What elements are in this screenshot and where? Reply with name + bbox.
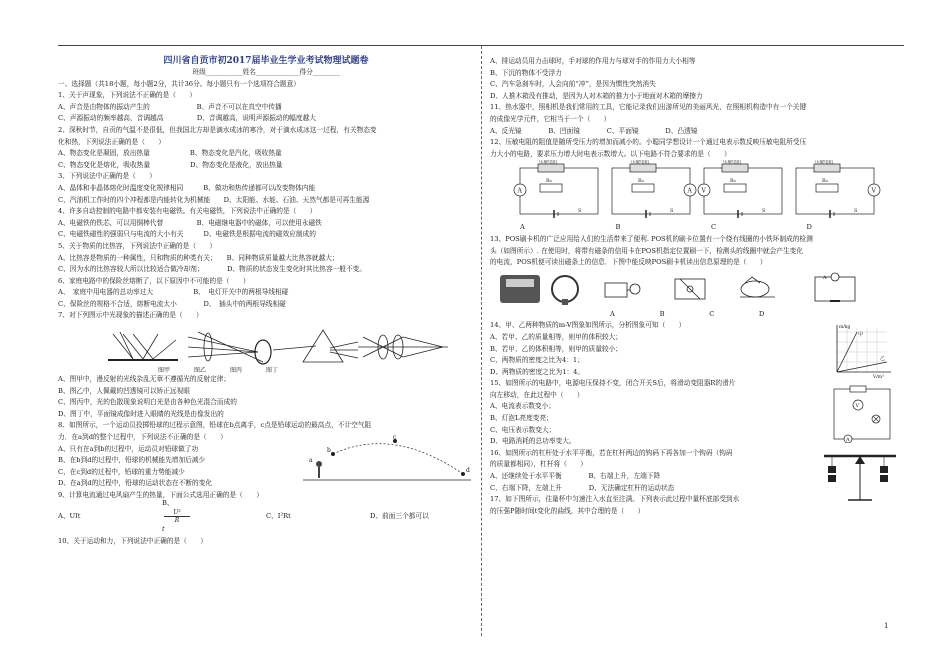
circuit-1-switch-label: S [670, 208, 674, 215]
q12-label-b: B [615, 223, 621, 232]
left-text-line: 9、计算电流通过电风扇产生的热量，下面公式选用正确的是（ ） [58, 491, 263, 499]
left-text-line: 1、关于声现象，下列说法不正确的是（ ） [58, 91, 197, 100]
left-text-line: C、因为水的比热容较大所以比较适合做冷却剂； D、物质的状态发生变化时其比热容一般不变。 [58, 265, 367, 274]
right-text-line: 头（如图所示）. 在使用时，将带有磁条的信用卡在POS机指定位置刷一下，检测头的线圈中就会产生变化 [490, 246, 804, 255]
left-text-line: 8、如图所示，一个运动员投掷铅球的过程示意图，铅球在b点离手，c点是铅球运动的最高点，不计空气阻 [58, 421, 372, 430]
left-text-line: A、只有在a到b的过程中，运动员对铅球做了功 [58, 444, 199, 453]
left-text-line: A、声音是由物体的振动产生的 B、声音不可以在真空中传播 [58, 102, 282, 111]
ball-d [461, 472, 465, 476]
left-text-line: 7、对下列图示中光现象的描述正确的是（ ） [58, 311, 203, 320]
student-info-line: 班级___________姓名_____________得分________ [192, 68, 340, 76]
option-b-generator [675, 279, 705, 299]
left-text-line: 4、许多自动控制的电路中都安装有电磁铁。有关电磁铁，下列说法中正确的是（ ） [58, 207, 317, 216]
q13-ammeter-label: A [823, 274, 827, 281]
right-text-line: B、灯泡L亮度变亮； [490, 414, 553, 423]
right-text-line: 12、压敏电阻的阻值是随所受压力的增加而减小的。小聪同学想设计一个通过电表示数反映压敏电阻所受压 [490, 138, 807, 147]
q9-fraction: U² R [164, 509, 190, 524]
ball-b [331, 452, 335, 456]
left-text-line: A、比热容是物质的一种属性，只和物质的种类有关； B、同种物质质量越大比热容就越大； [58, 253, 339, 262]
y-axis-label: m/kg [839, 325, 851, 331]
athlete-head [316, 461, 322, 467]
right-text-line: C、两物质的密度之比为4：1； [490, 356, 584, 365]
left-text-line: 5、关于物质的比热容，下列说法中正确的是（ ） [58, 241, 217, 250]
q14-mv-graph [825, 322, 895, 380]
q9-option-a: A、UIt [58, 511, 81, 520]
circuit-0-r0 [540, 184, 562, 192]
circuit-2-pressure-resistor [722, 164, 748, 172]
q13-label-b: B [659, 309, 665, 318]
right-text-line: C、右端下降，左端上升 D、无法确定杠杆的运动状态 [490, 483, 675, 492]
right-text-line: 的压强P随时间t变化的曲线，其中合理的是（ ） [490, 506, 645, 515]
right-text-line: B、下沉的物体不受浮力 [490, 68, 562, 77]
q7-light-figure [58, 322, 474, 374]
circuit-0-r0-label: R₀ [546, 178, 552, 185]
q13-label-c: C [709, 309, 715, 318]
left-text-line: C、电磁铁磁性的强弱只与电流的大小有关 D、电磁铁是根据电流的磁效应制成的 [58, 230, 316, 239]
left-text-line: A、图甲中，漫反射的光线杂乱无章不遵循光的反射定律； [58, 375, 231, 384]
left-weight-2 [828, 475, 836, 482]
right-text-line: A、若甲、乙的质量相等，则甲的体积较大； [490, 332, 622, 341]
circuit-0-switch-label: S [578, 208, 582, 215]
q9-options [58, 498, 474, 534]
right-weight-1 [880, 466, 888, 473]
right-text-line: C、汽车急刹车时，人会向前“冲”，是因为惯性突然消失 [490, 80, 656, 89]
right-text-line: A、电流表示数变小； [490, 402, 556, 411]
left-column [58, 56, 474, 547]
left-text-line: C、汽油机工作时的四个冲程都是内能转化为机械能 D、太阳能、水能、石油、天然气都是可再生能源 [58, 195, 370, 204]
circuit-2-r0-label: R₀ [730, 178, 736, 185]
left-text-line: 6、家庭电路中的保险丝熔断了，以下原因中不可能的是（ ） [58, 276, 250, 285]
right-text-line: D、人推木箱没有推动，是因为人对木箱的推力小于地面对木箱的摩擦力 [490, 91, 703, 100]
circuit-3-r0-label: R₀ [822, 178, 828, 185]
circuit-2-meter-label: V [701, 187, 706, 195]
circuit-3-meter-label: V [871, 187, 876, 195]
left-text-line: A、晶体和非晶体熔化时温度变化规律相同 B、做功和热传递都可以改变物体内能 [58, 183, 316, 192]
questions-1-7 [58, 90, 474, 322]
circuit-2-switch-label: S [762, 208, 766, 215]
left-text-line: A、电磁铁的铁芯，可以用铜棒代替 B、电磁继电器中的磁体，可以使用永磁铁 [58, 218, 322, 227]
figure-yi-eye-lens [188, 332, 271, 364]
q9-option-d: D、前面三个都可以 [370, 511, 429, 520]
x-axis-label: V/m³ [873, 375, 884, 381]
right-text-line: 17、如下图所示，往量杯中匀速注入水直至注满。下列表示此过程中量杯底部受到水 [490, 495, 740, 504]
circuit-0-pressure-label: 压敏电阻 [539, 160, 557, 166]
right-text-line: B、若甲、乙的体积相等，则甲的质量较小； [490, 344, 622, 353]
line-yi [837, 362, 887, 372]
option-c-electromagnet [740, 277, 775, 297]
q13-label-a: A [610, 309, 615, 318]
q13-label-d: D [758, 309, 765, 318]
right-text-line: 力大小的电路，要求压力增大时电表示数增大。以下电路不符合要求的是（ ） [490, 149, 731, 158]
rheostat-r [850, 386, 866, 392]
right-weight-2 [880, 475, 888, 482]
right-column [490, 56, 902, 517]
right-text-line: C、电压表示数变大； [490, 425, 556, 434]
left-text-line: C、保险丝的规格不合适，熔断电流太小 D、 插头中的两根导线相碰 [58, 299, 286, 308]
circuit-2-r0 [724, 184, 746, 192]
q13-option-labels [490, 309, 902, 321]
figure-jia-diffuse-reflection [108, 332, 178, 360]
q12-circuit-figure [490, 160, 902, 222]
section-heading: 一、选择题（共18小题，每小题2分，共计36分。每小题只有一个选项符合题意） [58, 79, 300, 88]
circuit-1-pressure-resistor [630, 164, 656, 172]
option-d-circuit [815, 273, 855, 301]
left-text-line: C、图丙中，光的色散现象说明白光是由各种色光混合而成的 [58, 398, 237, 407]
circuit-3-switch-label: S [854, 208, 858, 215]
right-text-line: 的电流，POS机便可读出磁条上的信息．下图中能反映POS刷卡机读出信息原理的是（ ） [490, 258, 767, 267]
series-jia: 甲 [858, 332, 864, 339]
right-text-line: 向左移动，在此过程中（ ） [490, 390, 584, 399]
q13-pos-figure [490, 269, 902, 309]
left-text-line: B、图乙中，人佩戴的凹透镜可以矫正远视眼 [58, 386, 190, 395]
q9-option-b: B、 U² R t [162, 498, 266, 536]
q15-circuit [828, 385, 896, 443]
q8-shot-put-figure [303, 434, 473, 482]
circuit-1-meter-label: A [687, 187, 692, 195]
q16-lever [820, 448, 900, 504]
left-text-line: C、在c到d的过程中，铅球的重力势能减少 [58, 467, 185, 476]
label-b: b [327, 447, 331, 455]
page-title: 四川省自贡市初2017届毕业生学业考试物理试题卷 [163, 56, 369, 66]
circuit-3-pressure-label: 压敏电阻 [815, 160, 833, 166]
q12-label-c: C [711, 223, 717, 232]
question-13 [490, 234, 902, 269]
right-text-line: D、电路消耗的总功率变大。 [490, 437, 576, 446]
circuit-0-pressure-resistor [538, 164, 564, 172]
left-weight-1 [828, 466, 836, 473]
right-text-line: 13、POS刷卡机的广泛应用给人们的生活带来了便利. POS机的刷卡位置有一个绕有线圈的小铁环制成的检测 [490, 234, 813, 243]
q12-option-labels [490, 222, 902, 234]
right-text-line: 的成像光学元件，它相当于一个（ ） [490, 114, 611, 123]
label-c: c [393, 434, 397, 442]
circuit-1-r0-label: R₀ [638, 178, 644, 185]
q7-figure-caption: 图甲 图乙 图丙 图丁 [158, 367, 279, 375]
label-d: d [466, 467, 470, 475]
left-text-line: C、物态变化是熔化，吸收热量 D、物态变化是液化，放出热量 [58, 160, 283, 169]
q12-label-d: D [806, 223, 812, 232]
circuit-2-pressure-label: 压敏电阻 [723, 160, 741, 166]
left-text-line: A、物态变化是凝固，放出热量 B、物态变化是汽化，吸收热量 [58, 149, 282, 158]
coil-ring [552, 276, 578, 302]
q9-option-c: C、I²Rt [266, 511, 291, 520]
right-text-line: A、还继续处于水平平衡 B、右端上升，左端下降 [490, 472, 661, 481]
questions-10-12 [490, 56, 902, 160]
question-10: 10、关于运动和力，下列说法中正确的是（ ） [58, 536, 207, 545]
right-text-line: A、反光镜 B、凹面镜 C、平面镜 D、凸透镜 [490, 126, 698, 135]
figure-ding-lens-mirror [358, 335, 448, 359]
circuit-3-pressure-resistor [814, 164, 840, 172]
left-text-line: 化和热，下列说法正确的是（ ） [58, 137, 165, 146]
left-text-line: 2、深秋时节，自贡的气温不是很低，但我国北方却是滴水成冰的寒冷，对于滴水成冰这一过程，有关物态变 [58, 125, 377, 134]
circuit-3-r0 [816, 184, 838, 192]
figure-bing-prism [273, 330, 358, 362]
label-a: a [309, 457, 313, 465]
column-divider [481, 46, 482, 636]
left-text-line: 力．在a到d的整个过程中，下列说法不正确的是（ ） [58, 433, 227, 442]
circuit-1-pressure-label: 压敏电阻 [631, 160, 649, 166]
right-text-line: 14、甲、乙两种物质的m-V图象如图所示，分析图象可知（ ） [490, 321, 686, 330]
right-text-line: 的质量都相同），杠杆将（ ） [490, 460, 587, 469]
right-text-line: D、两物质的密度之比为1：4。 [490, 367, 585, 376]
right-text-line: A、排运动员用力击球时，手对球的作用力与球对手的作用力大小相等 [490, 57, 696, 65]
left-text-line: D、在a到d的过程中，铅球的运动状态在不断的变化 [58, 479, 213, 488]
page-number: 1 [884, 622, 889, 630]
series-yi: 乙 [880, 356, 886, 363]
left-text-line: 3、下列说法中正确的是（ ） [58, 172, 156, 181]
left-text-line: A、 家庭中用电器的总功率过大 B、 电灯开关中的两根导线相碰 [58, 288, 289, 297]
right-text-line: 15、如图所示的电路中，电源电压保持不变，闭合开关S后，将滑动变阻器R的滑片 [490, 379, 736, 388]
circuit-1-r0 [632, 184, 654, 192]
right-text-line: 16、如图所示的杠杆处于水平平衡，若在杠杆两边的钩码下再各加一个钩码（钩码 [490, 448, 733, 457]
voltmeter-label: V [855, 403, 860, 410]
left-text-line: B、在b到d的过程中，铅球的机械能先增加后减少 [58, 456, 206, 465]
circuit-0-meter-label: A [517, 187, 522, 195]
option-a-motor [605, 283, 640, 297]
ammeter-label: A [846, 437, 850, 444]
left-text-line: C、声源振动的频率越高，音调越高 D、音调越高，说明声源振动的幅度越大 [58, 114, 316, 123]
right-text-line: 11、热水器中，照相机是我们常用的工具，它能记录我们出游所见的美丽风光，在照相机构造中有一个关键 [490, 103, 807, 112]
q12-label-a: A [520, 223, 525, 232]
left-text-line: D、图丁中，平面镜成像时进入眼睛的光线是由像发出的 [58, 409, 224, 418]
